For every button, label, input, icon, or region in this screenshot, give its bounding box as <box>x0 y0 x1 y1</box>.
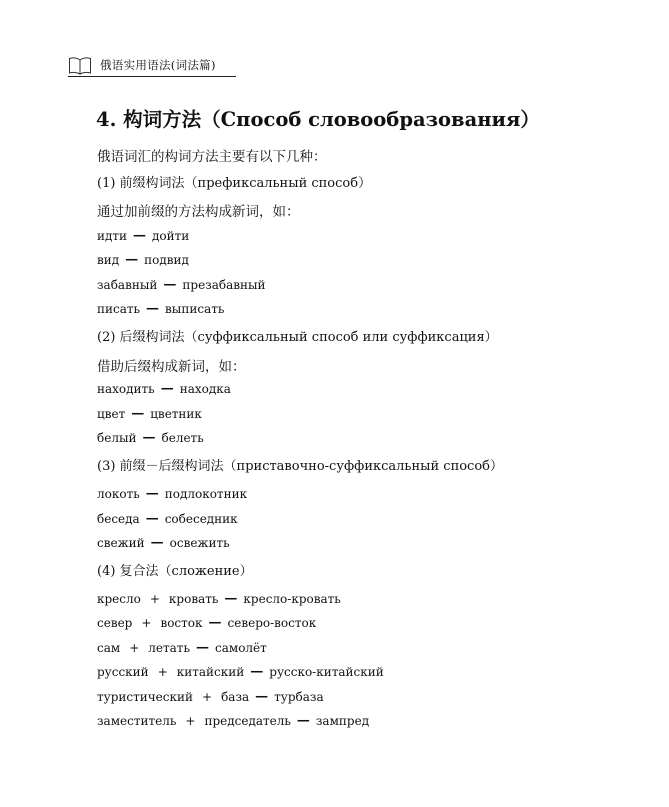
example-source-word: вид <box>97 252 120 267</box>
compound-row <box>97 615 316 630</box>
example-row <box>97 252 189 267</box>
example-derived-word: собеседник <box>164 511 238 526</box>
section-heading: (1) 前缀构词法（префиксальный способ） <box>97 176 372 191</box>
compound-result: кресло-кровать <box>243 591 341 606</box>
compound-result: русско-китайский <box>269 664 384 679</box>
example-source-word: находить <box>97 381 155 396</box>
example-row <box>97 228 189 243</box>
header-title: 俄语实用语法(词法篇) <box>100 58 216 72</box>
compound-row <box>97 640 267 655</box>
example-derived-word: презабавный <box>182 277 266 292</box>
plus-symbol: + <box>202 689 213 704</box>
section-heading: (2) 后缀构词法（суффиксальный способ или суффиксация） <box>97 330 498 345</box>
dash-symbol: — <box>146 301 160 316</box>
example-derived-word: находка <box>179 381 231 396</box>
dash-symbol: — <box>195 640 209 655</box>
dash-symbol: — <box>296 713 310 728</box>
example-row <box>97 511 238 526</box>
example-row <box>97 486 247 501</box>
section-note: 通过加前缀的方法构成新词，如： <box>97 204 300 220</box>
compound-part-2: китайский <box>176 664 245 679</box>
section-heading: (4) 复合法（сложение） <box>97 564 253 579</box>
example-row <box>97 301 224 316</box>
dash-symbol: — <box>224 591 238 606</box>
example-row <box>97 535 230 550</box>
compound-row <box>97 664 384 679</box>
dash-symbol: — <box>255 689 269 704</box>
dash-symbol: — <box>250 664 264 679</box>
example-derived-word: подвид <box>144 252 189 267</box>
section-title: 4. 构词方法（Способ словообразования） <box>96 108 540 131</box>
compound-result: северо-восток <box>227 615 317 630</box>
intro-text: 俄语词汇的构词方法主要有以下几种： <box>97 149 327 165</box>
compound-part-1: север <box>97 615 133 630</box>
example-source-word: идти <box>97 228 128 243</box>
example-source-word: свежий <box>97 535 145 550</box>
compound-part-2: кровать <box>168 591 219 606</box>
compound-row <box>97 591 341 606</box>
example-source-word: белый <box>97 430 137 445</box>
plus-symbol: + <box>185 713 196 728</box>
dash-symbol: — <box>208 615 222 630</box>
dash-symbol: — <box>150 535 164 550</box>
section-note: 借助后缀构成新词，如： <box>97 359 246 375</box>
example-derived-word: освежить <box>169 535 230 550</box>
compound-part-2: восток <box>160 615 203 630</box>
example-derived-word: дойти <box>152 228 190 243</box>
dash-symbol: — <box>131 406 145 421</box>
compound-part-2: база <box>221 689 250 704</box>
plus-symbol: + <box>129 640 140 655</box>
dash-symbol: — <box>142 430 156 445</box>
example-derived-word: выписать <box>165 301 225 316</box>
example-derived-word: подлокотник <box>164 486 248 501</box>
dash-symbol: — <box>145 486 159 501</box>
compound-result: турбаза <box>274 689 324 704</box>
dash-symbol: — <box>133 228 147 243</box>
plus-symbol: + <box>157 664 168 679</box>
plus-symbol: + <box>141 615 152 630</box>
plus-symbol: + <box>149 591 160 606</box>
example-source-word: беседа <box>97 511 140 526</box>
compound-part-1: сам <box>97 640 121 655</box>
running-header <box>68 54 236 77</box>
example-source-word: цвет <box>97 406 126 421</box>
compound-result: зампред <box>315 713 370 728</box>
example-row <box>97 277 266 292</box>
example-source-word: забавный <box>97 277 158 292</box>
example-row <box>97 406 202 421</box>
example-row <box>97 430 204 445</box>
compound-part-1: кресло <box>97 591 141 606</box>
compound-part-1: заместитель <box>97 713 177 728</box>
compound-result: самолёт <box>214 640 267 655</box>
compound-part-2: летать <box>148 640 190 655</box>
dash-symbol: — <box>125 252 139 267</box>
dash-symbol: — <box>145 511 159 526</box>
example-derived-word: цветник <box>150 406 202 421</box>
example-row <box>97 381 231 396</box>
compound-row <box>97 713 369 728</box>
compound-part-1: туристический <box>97 689 193 704</box>
dash-symbol: — <box>160 381 174 396</box>
compound-row <box>97 689 324 704</box>
section-heading: (3) 前缀－后缀构词法（приставочно-суффиксальный способ） <box>97 459 503 474</box>
dash-symbol: — <box>163 277 177 292</box>
example-source-word: локоть <box>97 486 140 501</box>
example-derived-word: белеть <box>161 430 204 445</box>
compound-part-2: председатель <box>204 713 291 728</box>
example-source-word: писать <box>97 301 141 316</box>
book-icon <box>68 56 92 79</box>
compound-part-1: русский <box>97 664 149 679</box>
